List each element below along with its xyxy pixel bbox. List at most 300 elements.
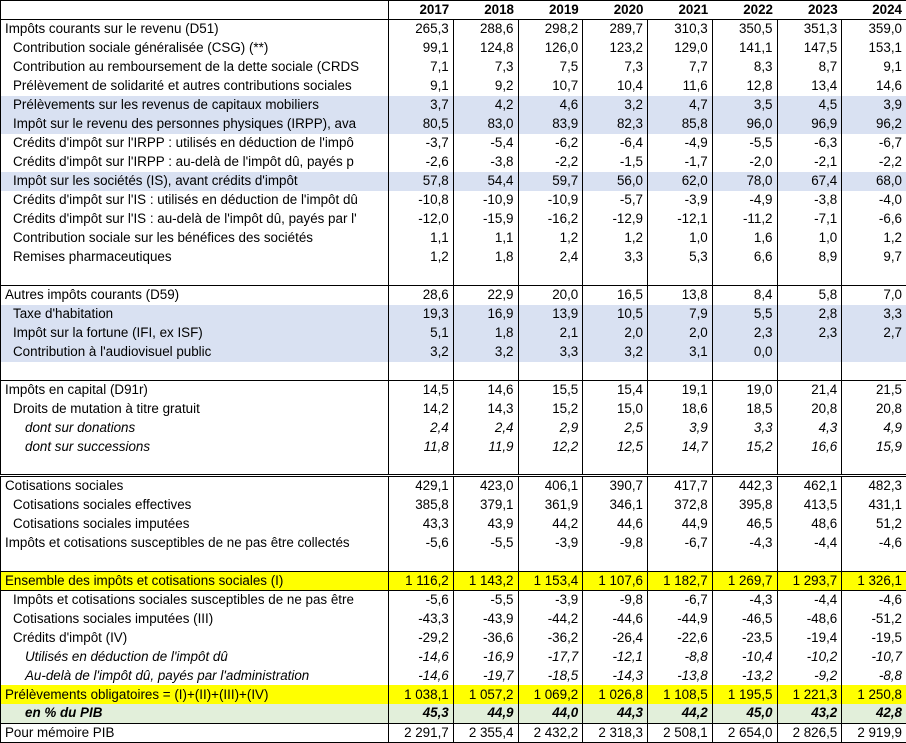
row-label: Crédits d'impôt sur l'IS : utilisés en déduction de l'impôt dû: [1, 191, 389, 210]
value-cell: 350,5: [712, 20, 777, 39]
table-row: [1, 438, 906, 457]
blank-row: [1, 457, 906, 476]
year-header: 2024: [842, 1, 906, 20]
value-cell: 2 432,2: [518, 723, 583, 742]
value-cell: 43,2: [777, 704, 842, 723]
value-cell: 14,3: [453, 400, 518, 419]
value-cell: 44,9: [453, 704, 518, 723]
value-cell: 67,4: [777, 172, 842, 191]
value-cell: -10,8: [389, 191, 454, 210]
value-cell: 19,1: [648, 381, 713, 400]
value-cell: 289,7: [583, 20, 648, 39]
value-cell: [648, 552, 713, 571]
value-cell: 124,8: [453, 39, 518, 58]
value-cell: [389, 362, 454, 381]
value-cell: 16,6: [777, 438, 842, 457]
value-cell: 2 318,3: [583, 723, 648, 742]
value-cell: 413,5: [777, 495, 842, 514]
value-cell: 1 326,1: [842, 571, 906, 590]
value-cell: -3,8: [777, 191, 842, 210]
value-cell: 13,4: [777, 77, 842, 96]
value-cell: [842, 362, 906, 381]
value-cell: 20,0: [518, 286, 583, 305]
value-cell: 423,0: [453, 476, 518, 496]
value-cell: 3,3: [583, 248, 648, 267]
value-cell: -44,6: [583, 609, 648, 628]
row-label: Droits de mutation à titre gratuit: [1, 400, 389, 419]
value-cell: 21,4: [777, 381, 842, 400]
value-cell: -8,8: [842, 666, 906, 685]
value-cell: 80,5: [389, 115, 454, 134]
value-cell: 2,9: [518, 419, 583, 438]
value-cell: 1,2: [842, 229, 906, 248]
value-cell: 2,0: [648, 324, 713, 343]
value-cell: [518, 267, 583, 286]
value-cell: 13,9: [518, 305, 583, 324]
value-cell: -5,5: [453, 533, 518, 552]
row-label: Impôt sur les sociétés (IS), avant crédits d'impôt: [1, 172, 389, 191]
value-cell: -16,9: [453, 647, 518, 666]
value-cell: -36,2: [518, 628, 583, 647]
value-cell: 3,3: [518, 343, 583, 362]
blank-row: [1, 552, 906, 571]
row-label: Cotisations sociales imputées (III): [1, 609, 389, 628]
value-cell: 3,2: [389, 343, 454, 362]
value-cell: 2 826,5: [777, 723, 842, 742]
value-cell: 56,0: [583, 172, 648, 191]
value-cell: 16,9: [453, 305, 518, 324]
value-cell: 1,6: [712, 229, 777, 248]
value-cell: [389, 267, 454, 286]
row-label: Impôts courants sur le revenu (D51): [1, 20, 389, 39]
row-label: Cotisations sociales imputées: [1, 514, 389, 533]
row-label: dont sur donations: [1, 419, 389, 438]
value-cell: 4,2: [453, 96, 518, 115]
value-cell: -4,0: [842, 191, 906, 210]
value-cell: 429,1: [389, 476, 454, 496]
value-cell: -51,2: [842, 609, 906, 628]
value-cell: -22,6: [648, 628, 713, 647]
value-cell: 5,5: [712, 305, 777, 324]
value-cell: 1 026,8: [583, 685, 648, 704]
value-cell: 1 107,6: [583, 571, 648, 590]
value-cell: -10,2: [777, 647, 842, 666]
year-header: 2020: [583, 1, 648, 20]
value-cell: 20,8: [777, 400, 842, 419]
value-cell: -8,8: [648, 647, 713, 666]
value-cell: 16,5: [583, 286, 648, 305]
value-cell: -3,9: [518, 533, 583, 552]
value-cell: 2 919,9: [842, 723, 906, 742]
value-cell: 3,2: [583, 343, 648, 362]
value-cell: 11,8: [389, 438, 454, 457]
value-cell: -13,8: [648, 666, 713, 685]
value-cell: [842, 343, 906, 362]
value-cell: -5,4: [453, 134, 518, 153]
value-cell: 43,9: [453, 514, 518, 533]
value-cell: -5,7: [583, 191, 648, 210]
value-cell: [453, 362, 518, 381]
value-cell: -5,5: [712, 134, 777, 153]
row-label: Prélèvements obligatoires = (I)+(II)+(III)+(IV): [1, 685, 389, 704]
value-cell: -44,2: [518, 609, 583, 628]
value-cell: 9,1: [842, 58, 906, 77]
table-row: [1, 343, 906, 362]
row-label: Impôts et cotisations sociales susceptibles de ne pas être: [1, 590, 389, 609]
value-cell: 5,3: [648, 248, 713, 267]
value-cell: 129,0: [648, 39, 713, 58]
value-cell: 3,2: [583, 96, 648, 115]
value-cell: [583, 552, 648, 571]
value-cell: 96,9: [777, 115, 842, 134]
value-cell: 1 108,5: [648, 685, 713, 704]
table-row: [1, 533, 906, 552]
value-cell: 147,5: [777, 39, 842, 58]
value-cell: 7,3: [583, 58, 648, 77]
value-cell: 141,1: [712, 39, 777, 58]
value-cell: 44,0: [518, 704, 583, 723]
value-cell: -10,4: [712, 647, 777, 666]
table-row: [1, 191, 906, 210]
value-cell: 10,7: [518, 77, 583, 96]
value-cell: -26,4: [583, 628, 648, 647]
value-cell: 2,4: [453, 419, 518, 438]
value-cell: 2,8: [777, 305, 842, 324]
table-row: [1, 704, 906, 723]
value-cell: 265,3: [389, 20, 454, 39]
value-cell: -2,0: [712, 153, 777, 172]
row-label: [1, 267, 389, 286]
value-cell: 46,5: [712, 514, 777, 533]
table-row: [1, 723, 906, 742]
value-cell: 1 143,2: [453, 571, 518, 590]
value-cell: 310,3: [648, 20, 713, 39]
value-cell: 2,0: [583, 324, 648, 343]
value-cell: [453, 267, 518, 286]
value-cell: 3,5: [712, 96, 777, 115]
value-cell: [648, 362, 713, 381]
value-cell: 359,0: [842, 20, 906, 39]
header-label-cell: [1, 1, 389, 20]
value-cell: -3,9: [518, 590, 583, 609]
value-cell: -3,7: [389, 134, 454, 153]
value-cell: -9,2: [777, 666, 842, 685]
value-cell: -18,5: [518, 666, 583, 685]
value-cell: 99,1: [389, 39, 454, 58]
value-cell: -4,4: [777, 533, 842, 552]
value-cell: -7,1: [777, 210, 842, 229]
table-row: [1, 77, 906, 96]
blank-row: [1, 362, 906, 381]
value-cell: 1 250,8: [842, 685, 906, 704]
value-cell: 78,0: [712, 172, 777, 191]
value-cell: 395,8: [712, 495, 777, 514]
row-label: Crédits d'impôt sur l'IRPP : utilisés en déduction de l'impô: [1, 134, 389, 153]
table-row: [1, 134, 906, 153]
row-label: Impôts et cotisations susceptibles de ne pas être collectés: [1, 533, 389, 552]
value-cell: 19,0: [712, 381, 777, 400]
value-cell: 9,7: [842, 248, 906, 267]
value-cell: 82,3: [583, 115, 648, 134]
value-cell: [453, 552, 518, 571]
value-cell: [712, 267, 777, 286]
row-label: Au-delà de l'impôt dû, payés par l'administration: [1, 666, 389, 685]
value-cell: 3,7: [389, 96, 454, 115]
value-cell: -16,2: [518, 210, 583, 229]
value-cell: 2,3: [777, 324, 842, 343]
value-cell: 18,6: [648, 400, 713, 419]
table-row: [1, 153, 906, 172]
value-cell: 1,8: [453, 324, 518, 343]
value-cell: -43,9: [453, 609, 518, 628]
value-cell: -6,7: [842, 134, 906, 153]
value-cell: -1,7: [648, 153, 713, 172]
value-cell: -9,8: [583, 590, 648, 609]
value-cell: 462,1: [777, 476, 842, 496]
value-cell: 44,6: [583, 514, 648, 533]
value-cell: 1,8: [453, 248, 518, 267]
table-row: [1, 628, 906, 647]
value-cell: 6,6: [712, 248, 777, 267]
value-cell: -6,2: [518, 134, 583, 153]
value-cell: -9,8: [583, 533, 648, 552]
value-cell: 2,3: [712, 324, 777, 343]
blank-row: [1, 267, 906, 286]
value-cell: 21,5: [842, 381, 906, 400]
value-cell: -4,9: [648, 134, 713, 153]
value-cell: 379,1: [453, 495, 518, 514]
value-cell: 3,9: [648, 419, 713, 438]
table-row: [1, 419, 906, 438]
value-cell: 2 291,7: [389, 723, 454, 742]
value-cell: 7,7: [648, 58, 713, 77]
table-row: [1, 590, 906, 609]
value-cell: 8,7: [777, 58, 842, 77]
value-cell: 48,6: [777, 514, 842, 533]
value-cell: 351,3: [777, 20, 842, 39]
value-cell: 15,4: [583, 381, 648, 400]
table-row: [1, 666, 906, 685]
value-cell: 15,0: [583, 400, 648, 419]
value-cell: [712, 552, 777, 571]
table-row: [1, 400, 906, 419]
value-cell: 2,4: [518, 248, 583, 267]
value-cell: 45,3: [389, 704, 454, 723]
value-cell: 14,6: [842, 77, 906, 96]
value-cell: 54,4: [453, 172, 518, 191]
year-header: 2021: [648, 1, 713, 20]
table-row: [1, 210, 906, 229]
value-cell: 4,6: [518, 96, 583, 115]
value-cell: [777, 552, 842, 571]
row-label: Autres impôts courants (D59): [1, 286, 389, 305]
value-cell: -10,9: [453, 191, 518, 210]
value-cell: 42,8: [842, 704, 906, 723]
value-cell: 123,2: [583, 39, 648, 58]
value-cell: 385,8: [389, 495, 454, 514]
table-row: [1, 571, 906, 590]
value-cell: 59,7: [518, 172, 583, 191]
value-cell: [518, 362, 583, 381]
value-cell: [583, 267, 648, 286]
value-cell: 96,0: [712, 115, 777, 134]
value-cell: 83,9: [518, 115, 583, 134]
value-cell: 44,2: [648, 704, 713, 723]
value-cell: [842, 552, 906, 571]
table-row: [1, 609, 906, 628]
value-cell: -13,2: [712, 666, 777, 685]
value-cell: 390,7: [583, 476, 648, 496]
value-cell: -6,6: [842, 210, 906, 229]
value-cell: -10,7: [842, 647, 906, 666]
table-row: [1, 305, 906, 324]
value-cell: 288,6: [453, 20, 518, 39]
value-cell: 2 508,1: [648, 723, 713, 742]
value-cell: 4,5: [777, 96, 842, 115]
row-label: Cotisations sociales: [1, 476, 389, 496]
value-cell: -44,9: [648, 609, 713, 628]
value-cell: 1 269,7: [712, 571, 777, 590]
value-cell: 1,2: [518, 229, 583, 248]
value-cell: 14,6: [453, 381, 518, 400]
value-cell: 2,4: [389, 419, 454, 438]
row-label: Crédits d'impôt sur l'IS : au-delà de l'impôt dû, payés par l': [1, 210, 389, 229]
value-cell: [842, 267, 906, 286]
value-cell: 0,0: [712, 343, 777, 362]
table-row: [1, 381, 906, 400]
value-cell: 2,5: [583, 419, 648, 438]
value-cell: 482,3: [842, 476, 906, 496]
value-cell: 11,6: [648, 77, 713, 96]
value-cell: [777, 362, 842, 381]
value-cell: 96,2: [842, 115, 906, 134]
value-cell: 7,9: [648, 305, 713, 324]
value-cell: 4,3: [777, 419, 842, 438]
table-row: [1, 647, 906, 666]
value-cell: 1 116,2: [389, 571, 454, 590]
value-cell: 10,4: [583, 77, 648, 96]
row-label: Prélèvement de solidarité et autres contributions sociales: [1, 77, 389, 96]
value-cell: 28,6: [389, 286, 454, 305]
table-row: [1, 286, 906, 305]
value-cell: [648, 457, 713, 476]
value-cell: 153,1: [842, 39, 906, 58]
value-cell: [712, 457, 777, 476]
value-cell: 361,9: [518, 495, 583, 514]
table-row: [1, 96, 906, 115]
row-label: Pour mémoire PIB: [1, 723, 389, 742]
value-cell: -1,5: [583, 153, 648, 172]
value-cell: 11,9: [453, 438, 518, 457]
year-header: 2022: [712, 1, 777, 20]
value-cell: 417,7: [648, 476, 713, 496]
row-label: [1, 457, 389, 476]
value-cell: 15,9: [842, 438, 906, 457]
value-cell: -12,1: [583, 647, 648, 666]
value-cell: 1 069,2: [518, 685, 583, 704]
table-row: [1, 20, 906, 39]
value-cell: -4,3: [712, 533, 777, 552]
value-cell: -4,9: [712, 191, 777, 210]
year-header: 2018: [453, 1, 518, 20]
value-cell: 18,5: [712, 400, 777, 419]
value-cell: 8,4: [712, 286, 777, 305]
value-cell: 45,0: [712, 704, 777, 723]
value-cell: 14,7: [648, 438, 713, 457]
value-cell: -48,6: [777, 609, 842, 628]
value-cell: 7,1: [389, 58, 454, 77]
value-cell: -46,5: [712, 609, 777, 628]
row-label: Contribution à l'audiovisuel public: [1, 343, 389, 362]
value-cell: -15,9: [453, 210, 518, 229]
value-cell: 8,9: [777, 248, 842, 267]
value-cell: 1 038,1: [389, 685, 454, 704]
row-label: Ensemble des impôts et cotisations sociales (I): [1, 571, 389, 590]
value-cell: 19,3: [389, 305, 454, 324]
value-cell: 3,3: [712, 419, 777, 438]
value-cell: 126,0: [518, 39, 583, 58]
value-cell: -36,6: [453, 628, 518, 647]
value-cell: 51,2: [842, 514, 906, 533]
value-cell: -4,3: [712, 590, 777, 609]
value-cell: -6,7: [648, 533, 713, 552]
table-row: [1, 324, 906, 343]
value-cell: 44,2: [518, 514, 583, 533]
row-label: Contribution sociale sur les bénéfices des sociétés: [1, 229, 389, 248]
value-cell: -4,6: [842, 533, 906, 552]
value-cell: [777, 267, 842, 286]
value-cell: -43,3: [389, 609, 454, 628]
value-cell: -2,6: [389, 153, 454, 172]
value-cell: -3,8: [453, 153, 518, 172]
value-cell: [389, 457, 454, 476]
value-cell: -10,9: [518, 191, 583, 210]
value-cell: 4,9: [842, 419, 906, 438]
value-cell: 2 355,4: [453, 723, 518, 742]
value-cell: 8,3: [712, 58, 777, 77]
value-cell: 5,8: [777, 286, 842, 305]
table-row: [1, 229, 906, 248]
value-cell: 3,2: [453, 343, 518, 362]
value-cell: -4,4: [777, 590, 842, 609]
row-label: [1, 362, 389, 381]
value-cell: 1 221,3: [777, 685, 842, 704]
value-cell: -12,1: [648, 210, 713, 229]
row-label: Utilisés en déduction de l'impôt dû: [1, 647, 389, 666]
table-row: [1, 476, 906, 496]
value-cell: -5,5: [453, 590, 518, 609]
row-label: Impôt sur la fortune (IFI, ex ISF): [1, 324, 389, 343]
value-cell: 10,5: [583, 305, 648, 324]
value-cell: [583, 362, 648, 381]
table-row: [1, 495, 906, 514]
row-label: Crédits d'impôt (IV): [1, 628, 389, 647]
value-cell: 1 195,5: [712, 685, 777, 704]
row-label: [1, 552, 389, 571]
value-cell: 44,9: [648, 514, 713, 533]
table-row: [1, 39, 906, 58]
value-cell: -6,3: [777, 134, 842, 153]
value-cell: [518, 552, 583, 571]
value-cell: 1,2: [389, 248, 454, 267]
value-cell: -19,4: [777, 628, 842, 647]
value-cell: -2,1: [777, 153, 842, 172]
value-cell: -12,0: [389, 210, 454, 229]
value-cell: 57,8: [389, 172, 454, 191]
value-cell: -5,6: [389, 590, 454, 609]
value-cell: 15,2: [712, 438, 777, 457]
value-cell: 20,8: [842, 400, 906, 419]
